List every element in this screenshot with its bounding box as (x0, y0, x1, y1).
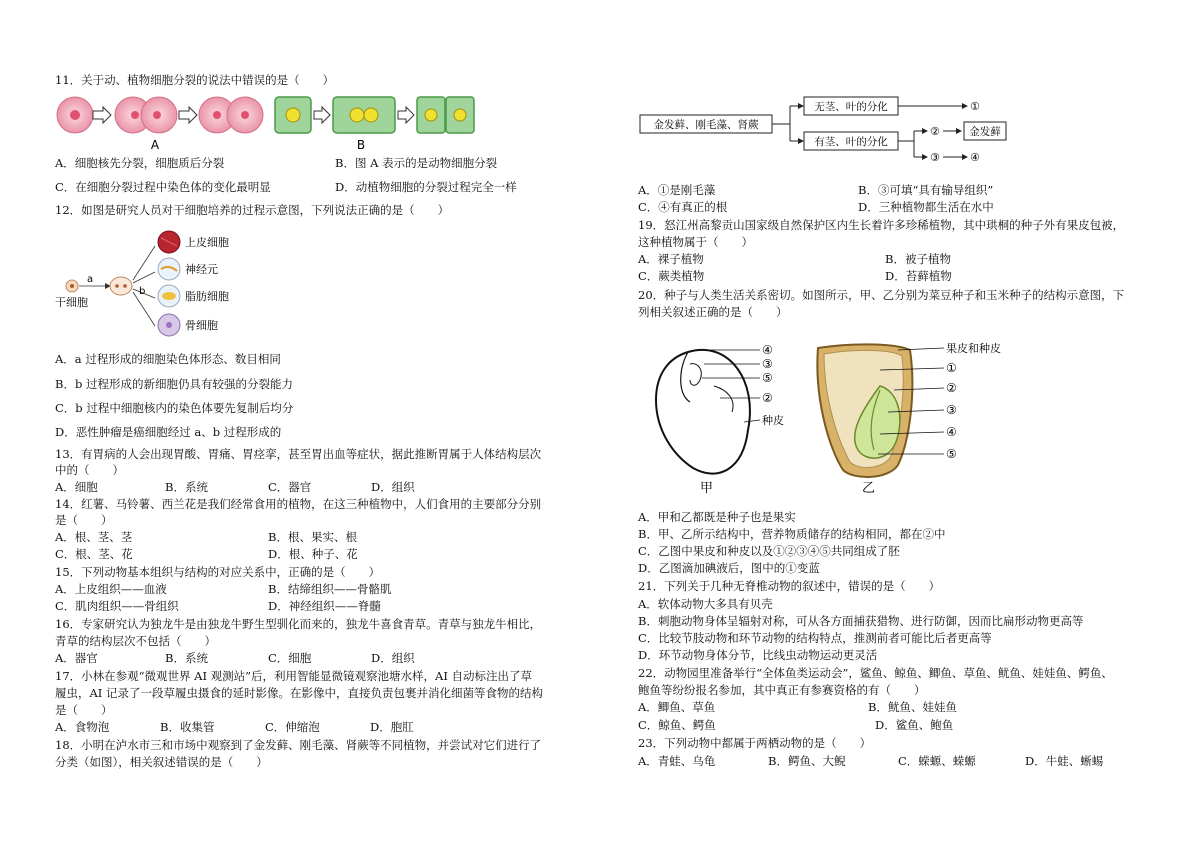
q12-opt-d: D．恶性肿瘤是癌细胞经过 a、b 过程形成的 (55, 425, 282, 439)
svg-text:①: ① (970, 100, 980, 113)
svg-text:金发藓、刚毛藻、肾蕨: 金发藓、刚毛藻、肾蕨 (653, 119, 759, 131)
q17-opt-d: D．胞肛 (370, 720, 414, 734)
q23-opt-a: A．青蛙、乌龟 (638, 754, 716, 768)
q17-opt-b: B．收集管 (160, 720, 215, 734)
q20-opt-b: B．甲、乙所示结构中，营养物质储存的结构相同，都在②中 (638, 527, 946, 541)
q11-stem: 11．关于动、植物细胞分裂的说法中错误的是（ ） (55, 73, 335, 87)
q22-opt-b: B．鱿鱼、娃娃鱼 (868, 700, 957, 714)
arrow-icon (398, 107, 414, 123)
q12-stem-cell-figure (55, 228, 255, 340)
q17-stem-1: 17．小林在参观“微观世界 AI 观测站”后，利用智能显微镜观察池塘水样，AI 自动标注出了草 (55, 669, 533, 683)
svg-text:③: ③ (930, 151, 940, 164)
svg-text:干细胞: 干细胞 (55, 296, 88, 309)
q21-opt-b: B．刺胞动物身体呈辐射对称，可从各方面捕获猎物、进行防御，因而比扁形动物更高等 (638, 614, 1084, 628)
q20-opt-d: D．乙图滴加碘液后，图中的①变蓝 (638, 561, 820, 575)
q16-opt-a: A．器官 (55, 651, 98, 665)
svg-text:②: ② (930, 125, 940, 138)
q17-opt-c: C．伸缩泡 (265, 720, 320, 734)
q14-opt-b: B．根、果实、根 (268, 530, 357, 544)
q15-opt-c: C．肌肉组织——骨组织 (55, 599, 179, 613)
q17-stem-3: 是（ ） (55, 703, 113, 717)
q16-stem-1: 16．专家研究认为独龙牛是由独龙牛野生型驯化而来的，独龙牛喜食青草。青草与独龙牛相比， (55, 617, 542, 631)
arrow-icon (93, 107, 111, 123)
q14-opt-d: D．根、种子、花 (268, 547, 358, 561)
svg-text:果皮和种皮: 果皮和种皮 (946, 342, 1001, 355)
q23-opt-b: B．鳄鱼、大鲵 (768, 754, 846, 768)
q15-stem: 15．下列动物基本组织与结构的对应关系中，正确的是（ ） (55, 565, 381, 579)
q19-opt-b: B．被子植物 (885, 252, 951, 266)
q18-stem-1: 18．小明在泸水市三和市场中观察到了金发藓、刚毛藻、肾蕨等不同植物，并尝试对它们进行了 (55, 738, 542, 752)
q19-stem-1: 19．怒江州高黎贡山国家级自然保护区内生长着许多珍稀植物，其中珙桐的种子外有果皮包被， (638, 218, 1125, 232)
svg-text:种皮: 种皮 (762, 414, 784, 427)
q12-opt-c: C．b 过程中细胞核内的染色体要先复制后均分 (55, 401, 294, 415)
q13-opt-b: B．系统 (165, 480, 208, 494)
q11-cell-division-figure (55, 93, 475, 153)
q18-opt-b: B．③可填“具有输导组织” (858, 183, 994, 197)
svg-text:脂肪细胞: 脂肪细胞 (185, 290, 229, 303)
svg-text:②: ② (762, 391, 773, 405)
svg-text:①: ① (946, 361, 957, 375)
q19-opt-d: D．苔藓植物 (885, 269, 952, 283)
svg-text:③: ③ (762, 357, 773, 371)
q11-opt-b: B．图 A 表示的是动物细胞分裂 (335, 156, 498, 170)
q13-opt-a: A．细胞 (55, 480, 98, 494)
q15-opt-d: D．神经组织——脊髓 (268, 599, 381, 613)
fig-label-b: B (356, 138, 366, 152)
svg-text:甲: 甲 (700, 481, 714, 496)
svg-text:无茎、叶的分化: 无茎、叶的分化 (814, 101, 888, 113)
q23-opt-c: C．蝾螈、蝾螈 (898, 754, 976, 768)
fig-label-a: A (150, 138, 160, 152)
q20-stem-2: 列相关叙述正确的是（ ） (638, 305, 788, 319)
q14-stem-2: 是（ ） (55, 513, 113, 527)
q13-stem-1: 13．有胃病的人会出现胃酸、胃痛、胃痉挛，甚至胃出血等症状，据此推断胃属于人体结构层次 (55, 447, 542, 461)
svg-text:b: b (139, 286, 146, 297)
svg-text:a: a (87, 274, 94, 285)
q22-stem-1: 22．动物园里准备举行“全体鱼类运动会”，鲨鱼、鲸鱼、鲫鱼、草鱼、鱿鱼、娃娃鱼、鳄鱼、 (638, 666, 1113, 680)
q11-opt-c: C．在细胞分裂过程中染色体的变化最明显 (55, 180, 271, 194)
q13-stem-2: 中的（ ） (55, 463, 124, 477)
q20-opt-a: A．甲和乙都既是种子也是果实 (638, 510, 796, 524)
q21-opt-a: A．软体动物大多具有贝壳 (638, 597, 773, 611)
q17-stem-2: 履虫，AI 记录了一段草履虫摄食的延时影像。在影像中，直接负责包裹并消化细菌等食物的结构 (55, 686, 543, 700)
q11-opt-a: A．细胞核先分裂，细胞质后分裂 (55, 156, 225, 170)
q13-opt-d: D．组织 (371, 480, 415, 494)
q13-opt-c: C．器官 (268, 480, 312, 494)
arrow-icon (314, 107, 330, 123)
q19-opt-c: C．蕨类植物 (638, 269, 705, 283)
svg-text:⑤: ⑤ (762, 371, 773, 385)
q18-stem-2: 分类（如图），相关叙述错误的是（ ） (55, 755, 268, 769)
svg-text:有茎、叶的分化: 有茎、叶的分化 (814, 136, 888, 148)
q20-seed-structure-figure (648, 340, 1048, 500)
q14-opt-a: A．根、茎、茎 (55, 530, 133, 544)
q23-opt-d: D．牛蛙、蜥蜴 (1025, 754, 1104, 768)
q22-opt-c: C．鲸鱼、鳄鱼 (638, 718, 716, 732)
q14-stem-1: 14．红薯、马铃薯、西兰花是我们经常食用的植物，在这三种植物中，人们食用的主要部分分别 (55, 497, 542, 511)
svg-text:乙: 乙 (862, 481, 876, 496)
svg-text:④: ④ (946, 425, 957, 439)
q15-opt-b: B．结缔组织——骨骼肌 (268, 582, 392, 596)
svg-text:④: ④ (970, 151, 980, 164)
q22-opt-a: A．鲫鱼、草鱼 (638, 700, 716, 714)
q21-stem: 21．下列关于几种无脊椎动物的叙述中，错误的是（ ） (638, 579, 941, 593)
q18-classification-diagram (638, 93, 1018, 171)
q21-opt-c: C．比较节肢动物和环节动物的结构特点，推测前者可能比后者更高等 (638, 631, 992, 645)
divided-cells (110, 277, 132, 295)
q23-stem: 23．下列动物中都属于两栖动物的是（ ） (638, 736, 872, 750)
q12-opt-b: B．b 过程形成的新细胞仍具有较强的分裂能力 (55, 377, 293, 391)
q12-stem: 12．如图是研究人员对干细胞培养的过程示意图，下列说法正确的是（ ） (55, 203, 450, 217)
q16-opt-b: B．系统 (165, 651, 208, 665)
q21-opt-d: D．环节动物身体分节，比线虫动物运动更灵活 (638, 648, 878, 662)
svg-text:神经元: 神经元 (185, 263, 218, 276)
bean-seed-outline (656, 350, 750, 474)
q17-opt-a: A．食物泡 (55, 720, 110, 734)
q11-opt-d: D．动植物细胞的分裂过程完全一样 (335, 180, 517, 194)
q20-stem-1: 20．种子与人类生活关系密切。如图所示，甲、乙分别为菜豆种子和玉米种子的结构示意图，下 (638, 288, 1125, 302)
svg-text:④: ④ (762, 343, 773, 357)
svg-text:骨细胞: 骨细胞 (185, 319, 218, 332)
arrow-icon (179, 107, 197, 123)
svg-text:②: ② (946, 381, 957, 395)
svg-text:⑤: ⑤ (946, 447, 957, 461)
q19-opt-a: A．裸子植物 (638, 252, 704, 266)
q18-opt-d: D．三种植物都生活在水中 (858, 200, 994, 214)
q22-stem-2: 鲍鱼等纷纷报名参加，其中真正有参赛资格的有（ ） (638, 683, 926, 697)
q16-opt-d: D．组织 (371, 651, 415, 665)
svg-text:③: ③ (946, 403, 957, 417)
q12-opt-a: A．a 过程形成的细胞染色体形态、数目相同 (55, 352, 281, 366)
q16-stem-2: 青草的结构层次不包括（ ） (55, 634, 216, 648)
q18-opt-c: C．④有真正的根 (638, 200, 728, 214)
q20-opt-c: C．乙图中果皮和种皮以及①②③④⑤共同组成了胚 (638, 544, 900, 558)
svg-text:上皮细胞: 上皮细胞 (185, 236, 229, 249)
q14-opt-c: C．根、茎、花 (55, 547, 133, 561)
q19-stem-2: 这种植物属于（ ） (638, 235, 753, 249)
q15-opt-a: A．上皮组织——血液 (55, 582, 167, 596)
q16-opt-c: C．细胞 (268, 651, 312, 665)
q18-opt-a: A．①是刚毛藻 (638, 183, 716, 197)
svg-text:金发藓: 金发藓 (969, 126, 1001, 138)
q22-opt-d: D．鲨鱼、鲍鱼 (875, 718, 954, 732)
